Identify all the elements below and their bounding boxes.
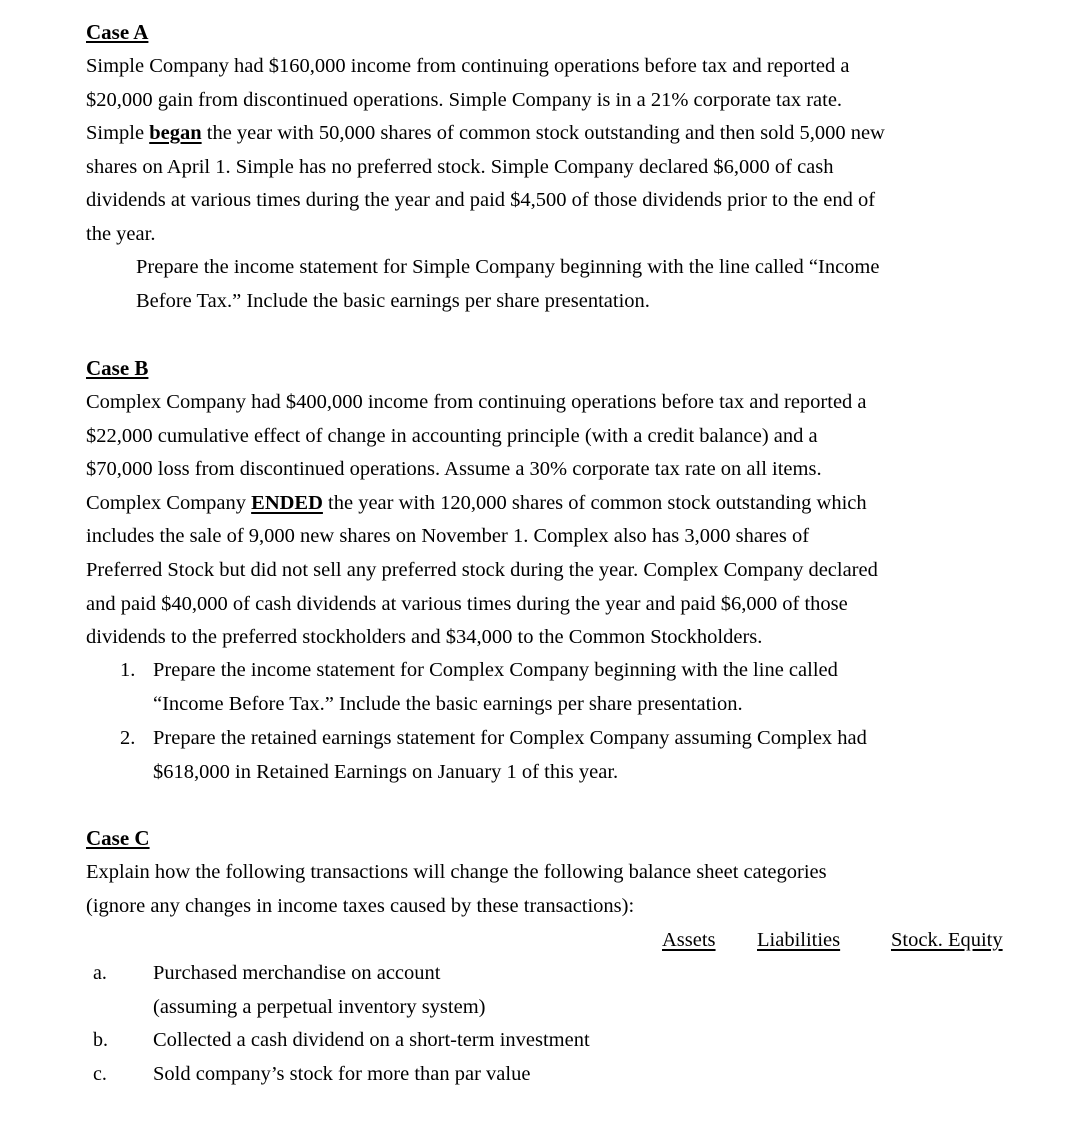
case-a-line-2: $20,000 gain from discontinued operations. Simple Company is in a 21% corporate tax rate. [86, 88, 843, 111]
case-b-line-2: $22,000 cumulative effect of change in accounting principle (with a credit balance) and a [86, 424, 818, 447]
case-b-line-7: and paid $40,000 of cash dividends at various times during the year and paid $6,000 of those [86, 592, 848, 615]
case-a-emphasis-began: began [149, 122, 202, 145]
case-b-task-1-number: 1. [120, 659, 136, 681]
transaction-c-text [153, 1058, 530, 1092]
column-header-liabilities: Liabilities [757, 929, 841, 951]
case-b-line-6: Preferred Stock but did not sell any preferred stock during the year. Complex Company declared [86, 558, 878, 581]
transaction-b-letter: b. [93, 1029, 108, 1051]
case-b-emphasis-ended: ENDED [251, 491, 323, 514]
case-b-task-2-line-1: Prepare the retained earnings statement for Complex Company assuming Complex had [153, 727, 867, 749]
case-a-instruction-line-2: Before Tax.” Include the basic earnings per share presentation. [136, 289, 650, 312]
case-b-description [86, 386, 986, 655]
case-a-line-4: shares on April 1. Simple has no preferred stock. Simple Company declared $6,000 of cash [86, 155, 834, 178]
case-a-instruction [136, 251, 986, 318]
transaction-b-text [153, 1024, 590, 1058]
case-b-line-4-rest: the year with 120,000 shares of common stock outstanding which [328, 491, 867, 514]
case-b-task-2-line-2: $618,000 in Retained Earnings on January 1 of this year. [153, 760, 619, 783]
case-a-line-6: the year. [86, 222, 156, 245]
case-b-task-2-number: 2. [120, 727, 136, 749]
transaction-b-line-1: Collected a cash dividend on a short-term investment [153, 1029, 590, 1051]
case-b-line-5: includes the sale of 9,000 new shares on November 1. Complex also has 3,000 shares of [86, 525, 810, 548]
case-c-line-2: (ignore any changes in income taxes caused by these transactions): [86, 894, 635, 917]
column-header-assets: Assets [662, 929, 716, 951]
transaction-c-line-1: Sold company’s stock for more than par value [153, 1063, 531, 1085]
case-b-heading: Case B [86, 356, 149, 380]
transaction-a-line-2: (assuming a perpetual inventory system) [153, 995, 486, 1018]
case-a-line-3-rest: the year with 50,000 shares of common stock outstanding and then sold 5,000 new [206, 122, 885, 145]
transaction-a-text [153, 957, 485, 1024]
case-a-line-3-prefix: Simple [86, 122, 150, 145]
transaction-a-line-1: Purchased merchandise on account [153, 962, 441, 984]
case-a-line-3 [86, 117, 986, 151]
column-header-stock-equity: Stock. Equity [891, 929, 1003, 951]
transaction-a-letter: a. [93, 962, 107, 984]
case-c-line-1: Explain how the following transactions will change the following balance sheet categories [86, 861, 827, 883]
case-b-task-2-text [153, 722, 973, 789]
case-b-line-4 [86, 487, 986, 521]
case-b-task-1-text [153, 654, 973, 721]
case-b-line-8: dividends to the preferred stockholders and $34,000 to the Common Stockholders. [86, 626, 763, 649]
case-a-line-5: dividends at various times during the year and paid $4,500 of those dividends prior to the end of [86, 189, 876, 212]
case-b-task-1-line-2: “Income Before Tax.” Include the basic earnings per share presentation. [153, 692, 743, 715]
case-a-heading: Case A [86, 20, 149, 44]
case-b-task-1-line-1: Prepare the income statement for Complex Company beginning with the line called [153, 659, 838, 681]
case-c-heading: Case C [86, 826, 150, 850]
case-b-line-3: $70,000 loss from discontinued operations. Assume a 30% corporate tax rate on all items. [86, 458, 822, 481]
case-a-line-1: Simple Company had $160,000 income from continuing operations before tax and reported a [86, 55, 850, 77]
case-a-instruction-line-1: Prepare the income statement for Simple Company beginning with the line called “Income [136, 256, 880, 278]
case-c-description [86, 856, 986, 923]
case-b-line-4-prefix: Complex Company [86, 491, 252, 514]
case-b-line-1: Complex Company had $400,000 income from continuing operations before tax and reported a [86, 391, 867, 413]
case-a-description [86, 50, 986, 252]
transaction-c-letter: c. [93, 1063, 107, 1085]
